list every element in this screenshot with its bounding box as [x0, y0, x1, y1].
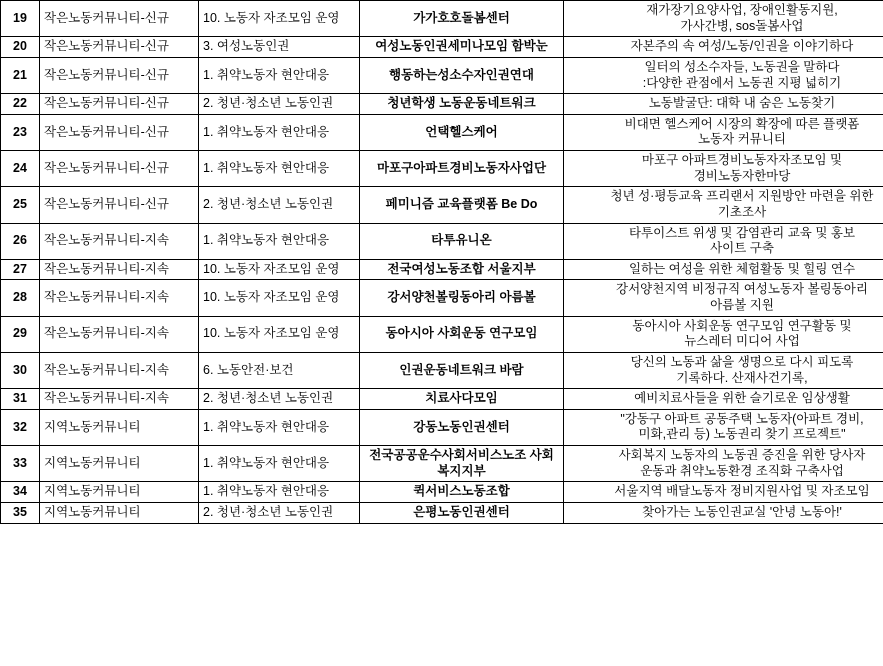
category-cell: 10. 노동자 자조모임 운영	[199, 259, 360, 280]
table-row	[1, 316, 883, 352]
table-row	[1, 280, 883, 316]
row-number: 33	[1, 446, 40, 482]
category-cell: 1. 취약노동자 현안대응	[199, 446, 360, 482]
description-cell: 동아시아 사회운동 연구모임 연구활동 및 뉴스레터 미디어 사업	[564, 316, 883, 352]
description-cell: 일터의 성소수자들, 노동권을 말하다 :다양한 관점에서 노동권 지평 넓히기	[564, 57, 883, 93]
organization-cell: 치료사다모임	[360, 389, 564, 410]
program-type-cell: 작은노동커뮤니티-신규	[40, 114, 199, 150]
program-type-cell: 작은노동커뮤니티-신규	[40, 1, 199, 37]
description-cell: 노동발굴단: 대학 내 숨은 노동찾기	[564, 94, 883, 115]
category-cell: 6. 노동안전·보건	[199, 352, 360, 388]
organization-cell: 청년학생 노동운동네트워크	[360, 94, 564, 115]
table-row	[1, 94, 883, 115]
table-row	[1, 409, 883, 445]
program-type-cell: 지역노동커뮤니티	[40, 502, 199, 523]
row-number: 22	[1, 94, 40, 115]
row-number: 25	[1, 187, 40, 223]
table-row	[1, 482, 883, 503]
category-cell: 2. 청년·청소년 노동인권	[199, 502, 360, 523]
category-cell: 1. 취약노동자 현안대응	[199, 223, 360, 259]
organization-cell: 은평노동인권센터	[360, 502, 564, 523]
row-number: 30	[1, 352, 40, 388]
program-type-cell: 작은노동커뮤니티-지속	[40, 259, 199, 280]
category-cell: 1. 취약노동자 현안대응	[199, 114, 360, 150]
description-cell: 일하는 여성을 위한 체험활동 및 힐링 연수	[564, 259, 883, 280]
row-number: 28	[1, 280, 40, 316]
description-cell: 자본주의 속 여성/노동/인권을 이야기하다	[564, 37, 883, 58]
organization-cell: 동아시아 사회운동 연구모임	[360, 316, 564, 352]
program-type-cell: 작은노동커뮤니티-신규	[40, 57, 199, 93]
row-number: 29	[1, 316, 40, 352]
category-cell: 1. 취약노동자 현안대응	[199, 57, 360, 93]
organization-cell: 퀵서비스노동조합	[360, 482, 564, 503]
table-row	[1, 259, 883, 280]
row-number: 27	[1, 259, 40, 280]
organization-cell: 마포구아파트경비노동자사업단	[360, 151, 564, 187]
table-row	[1, 502, 883, 523]
program-type-cell: 작은노동커뮤니티-지속	[40, 389, 199, 410]
description-cell: 서울지역 배달노동자 정비지원사업 및 자조모임	[564, 482, 883, 503]
table-row	[1, 223, 883, 259]
table-row	[1, 114, 883, 150]
category-cell: 10. 노동자 자조모임 운영	[199, 1, 360, 37]
program-type-cell: 작은노동커뮤니티-지속	[40, 316, 199, 352]
description-cell: 강서양천지역 비정규직 여성노동자 볼링동아리 아름볼 지원	[564, 280, 883, 316]
category-cell: 10. 노동자 자조모임 운영	[199, 280, 360, 316]
organization-cell: 인권운동네트워크 바람	[360, 352, 564, 388]
description-cell: 재가장기요양사업, 장애인활동지원, 가사간병, sos돌봄사업	[564, 1, 883, 37]
program-type-cell: 지역노동커뮤니티	[40, 482, 199, 503]
row-number: 26	[1, 223, 40, 259]
category-cell: 2. 청년·청소년 노동인권	[199, 389, 360, 410]
organization-cell: 페미니즘 교육플랫폼 Be Do	[360, 187, 564, 223]
table-row	[1, 389, 883, 410]
organization-cell: 여성노동인권세미나모임 함박눈	[360, 37, 564, 58]
description-cell: 사회복지 노동자의 노동권 증진을 위한 당사자 운동과 취약노동환경 조직화 구축사업	[564, 446, 883, 482]
description-cell: 마포구 아파트경비노동자자조모임 및 경비노동자한마당	[564, 151, 883, 187]
category-cell: 1. 취약노동자 현안대응	[199, 409, 360, 445]
table-row	[1, 57, 883, 93]
organization-cell: 가가호호돌봄센터	[360, 1, 564, 37]
table-row	[1, 446, 883, 482]
description-cell: 예비치료사들을 위한 슬기로운 임상생활	[564, 389, 883, 410]
organization-cell: 언택헬스케어	[360, 114, 564, 150]
category-cell: 10. 노동자 자조모임 운영	[199, 316, 360, 352]
description-cell: 당신의 노동과 삶을 생명으로 다시 피도록 기록하다. 산재사건기록,	[564, 352, 883, 388]
row-number: 35	[1, 502, 40, 523]
table-row	[1, 352, 883, 388]
program-type-cell: 작은노동커뮤니티-신규	[40, 151, 199, 187]
description-cell: 청년 성·평등교육 프리랜서 지원방안 마련을 위한 기초조사	[564, 187, 883, 223]
table-row	[1, 151, 883, 187]
table-row	[1, 1, 883, 37]
description-cell: "강동구 아파트 공동주택 노동자(아파트 경비, 미화,관리 등) 노동권리 찾기 프로젝트"	[564, 409, 883, 445]
description-cell: 찾아가는 노동인권교실 '안녕 노동아!'	[564, 502, 883, 523]
table-body	[1, 1, 883, 524]
program-type-cell: 작은노동커뮤니티-신규	[40, 37, 199, 58]
row-number: 21	[1, 57, 40, 93]
row-number: 24	[1, 151, 40, 187]
row-number: 34	[1, 482, 40, 503]
organization-cell: 행동하는성소수자인권연대	[360, 57, 564, 93]
row-number: 20	[1, 37, 40, 58]
program-type-cell: 작은노동커뮤니티-신규	[40, 94, 199, 115]
category-cell: 2. 청년·청소년 노동인권	[199, 187, 360, 223]
category-cell: 2. 청년·청소년 노동인권	[199, 94, 360, 115]
row-number: 19	[1, 1, 40, 37]
program-type-cell: 작은노동커뮤니티-신규	[40, 187, 199, 223]
program-type-cell: 지역노동커뮤니티	[40, 409, 199, 445]
program-type-cell: 작은노동커뮤니티-지속	[40, 223, 199, 259]
program-type-cell: 작은노동커뮤니티-지속	[40, 280, 199, 316]
row-number: 31	[1, 389, 40, 410]
row-number: 23	[1, 114, 40, 150]
description-cell: 비대면 헬스케어 시장의 확장에 따른 플랫폼 노동자 커뮤니티	[564, 114, 883, 150]
category-cell: 3. 여성노동인권	[199, 37, 360, 58]
row-number: 32	[1, 409, 40, 445]
organization-cell: 강동노동인권센터	[360, 409, 564, 445]
table-row	[1, 187, 883, 223]
program-type-cell: 지역노동커뮤니티	[40, 446, 199, 482]
organization-cell: 전국여성노동조합 서울지부	[360, 259, 564, 280]
category-cell: 1. 취약노동자 현안대응	[199, 151, 360, 187]
organization-cell: 전국공공운수사회서비스노조 사회복지지부	[360, 446, 564, 482]
description-cell: 타투이스트 위생 및 감염관리 교육 및 홍보 사이트 구축	[564, 223, 883, 259]
table-row	[1, 37, 883, 58]
organization-cell: 타투유니온	[360, 223, 564, 259]
program-type-cell: 작은노동커뮤니티-지속	[40, 352, 199, 388]
category-cell: 1. 취약노동자 현안대응	[199, 482, 360, 503]
organization-cell: 강서양천볼링동아리 아름볼	[360, 280, 564, 316]
